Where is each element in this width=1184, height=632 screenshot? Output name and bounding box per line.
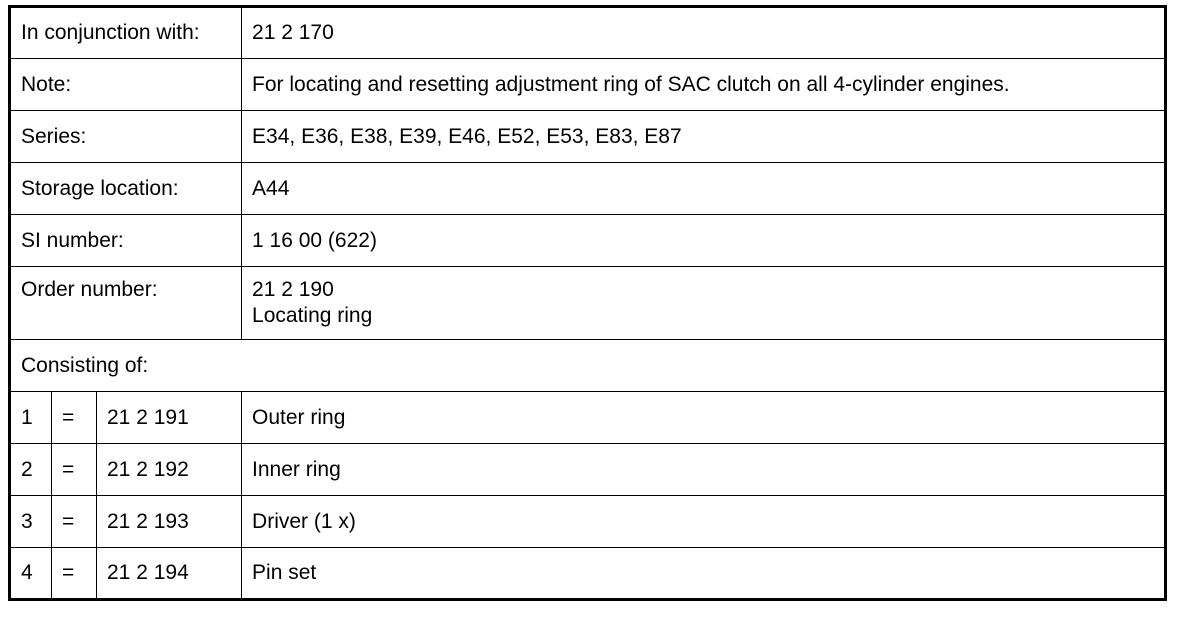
order-number-label: Order number: [10,267,242,340]
row-storage-location [10,163,1166,215]
component-description: Inner ring [242,444,1166,496]
row-si-number [10,215,1166,267]
series-label: Series: [10,111,242,163]
component-description: Driver (1 x) [242,496,1166,548]
note-value: For locating and resetting adjustment ring of SAC clutch on all 4-cylinder engines. [242,59,1166,111]
component-row [10,392,1166,444]
conjunction-label: In conjunction with: [10,7,242,59]
storage-location-value: A44 [242,163,1166,215]
order-number-description: Locating ring [252,304,373,327]
row-consisting-of [10,340,1166,392]
component-equals-sign: = [52,548,97,600]
component-description: Outer ring [242,392,1166,444]
component-number: 1 [10,392,52,444]
component-row [10,496,1166,548]
row-series [10,111,1166,163]
si-number-label: SI number: [10,215,242,267]
spec-table [8,5,1167,601]
component-part-number: 21 2 194 [97,548,242,600]
component-row [10,548,1166,600]
component-part-number: 21 2 192 [97,444,242,496]
row-conjunction [10,7,1166,59]
component-part-number: 21 2 193 [97,496,242,548]
order-number-code: 21 2 190 [252,278,334,301]
component-row [10,444,1166,496]
component-part-number: 21 2 191 [97,392,242,444]
series-value: E34, E36, E38, E39, E46, E52, E53, E83, E87 [242,111,1166,163]
component-number: 4 [10,548,52,600]
note-label: Note: [10,59,242,111]
component-equals-sign: = [52,496,97,548]
consisting-of-label: Consisting of: [10,340,1166,392]
component-number: 2 [10,444,52,496]
row-note [10,59,1166,111]
conjunction-value: 21 2 170 [242,7,1166,59]
component-equals-sign: = [52,444,97,496]
si-number-value: 1 16 00 (622) [242,215,1166,267]
component-number: 3 [10,496,52,548]
order-number-value [242,267,1166,340]
row-order-number [10,267,1166,340]
component-description: Pin set [242,548,1166,600]
storage-location-label: Storage location: [10,163,242,215]
component-equals-sign: = [52,392,97,444]
